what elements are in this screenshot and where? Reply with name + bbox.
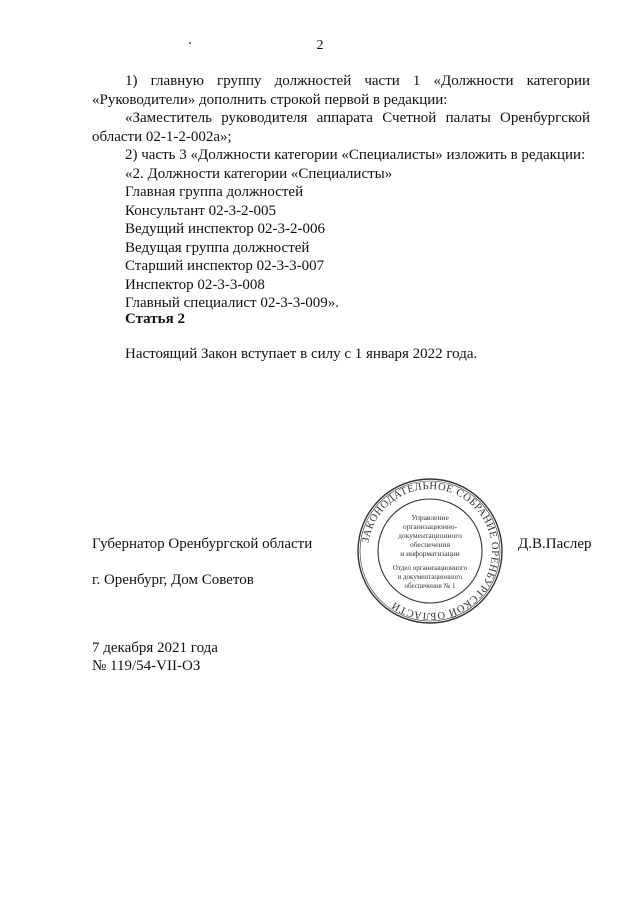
svg-text:обеспечения № 1: обеспечения № 1 — [404, 582, 456, 590]
paragraph-2-line-1: «Заместитель руководителя аппарата Счетной палаты Оренбургской — [125, 110, 590, 126]
svg-text:Управление: Управление — [411, 513, 449, 522]
paragraph-3-line-1: 2) часть 3 «Должности категории «Специалисты» изложить в редакции: — [125, 147, 586, 163]
svg-text:и информатизации: и информатизации — [400, 549, 460, 558]
positions-list — [92, 165, 590, 313]
paragraph-1-line-2: «Руководители» дополнить строкой первой в редакции: — [92, 91, 448, 108]
list-item: Инспектор 02-3-3-008 — [125, 276, 265, 293]
list-item: Консультант 02-3-2-005 — [125, 202, 277, 219]
svg-text:ЗАКОНОДАТЕЛЬНОЕ СОБРАНИЕ ОРЕНБ: ЗАКОНОДАТЕЛЬНОЕ СОБРАНИЕ ОРЕНБУРГСКОЙ ОБЛАСТИ — [360, 480, 501, 622]
svg-text:и документационного: и документационного — [397, 573, 463, 581]
paragraph-2-line-2: области 02-1-2-002а»; — [92, 128, 232, 145]
list-item: Ведущий инспектор 02-3-2-006 — [125, 221, 326, 237]
page-number: 2 — [316, 38, 324, 53]
governor-name: Д.В.Паслер — [518, 536, 592, 552]
amendment-text — [92, 72, 590, 313]
law-number: № 119/54-VII-ОЗ — [92, 658, 201, 674]
svg-text:Отдел организационного: Отдел организационного — [392, 564, 468, 572]
svg-text:обеспечения: обеспечения — [409, 540, 451, 549]
scan-speck — [189, 42, 191, 44]
list-item: Старший инспектор 02-3-3-007 — [125, 258, 325, 274]
svg-text:документационного: документационного — [398, 531, 462, 540]
list-item: «2. Должности категории «Специалисты» — [125, 165, 393, 182]
law-date: 7 декабря 2021 года — [92, 640, 218, 656]
svg-text:организационно-: организационно- — [402, 522, 458, 531]
paragraph-1-line-1: 1) главную группу должностей части 1 «Должности категории — [125, 73, 590, 89]
list-item: Главный специалист 02-3-3-009». — [125, 295, 340, 311]
signing-place: г. Оренбург, Дом Советов — [92, 572, 254, 588]
official-seal — [355, 476, 505, 626]
governor-title: Губернатор Оренбургской области — [92, 536, 313, 552]
effective-date-text: Настоящий Закон вступает в силу с 1 января 2022 года. — [125, 346, 478, 362]
article-heading: Статья 2 — [125, 311, 185, 327]
list-item: Главная группа должностей — [125, 184, 304, 200]
list-item: Ведущая группа должностей — [125, 239, 310, 256]
